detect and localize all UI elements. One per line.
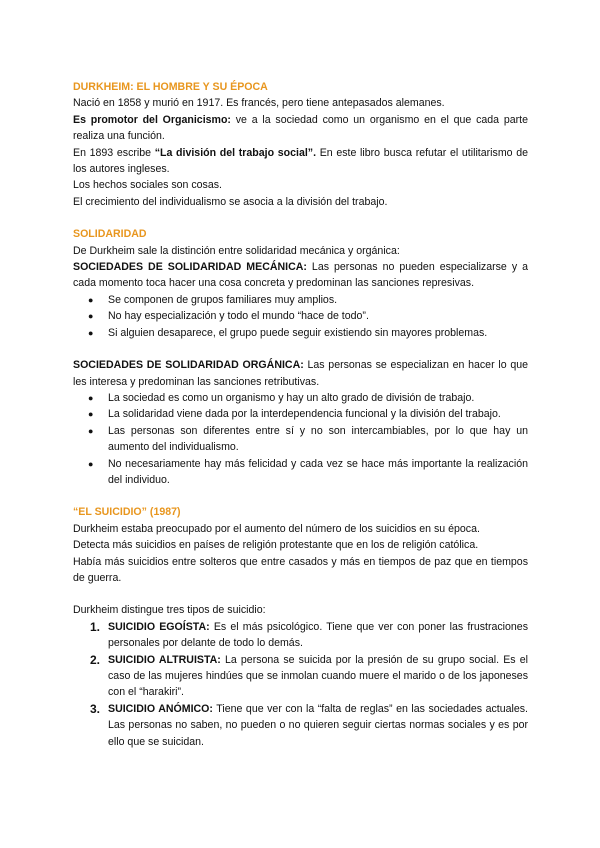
heading-el-suicidio: “EL SUICIDIO” (1987) [73, 506, 181, 519]
paragraph-suicidio-1: Durkheim estaba preocupado por el aumento del número de los suicidios en su época. [73, 522, 480, 535]
list-tipos-suicidio [73, 619, 528, 750]
bullet-icon: ● [88, 392, 94, 403]
paragraph-birth-death: Nació en 1858 y murió en 1917. Es francés, pero tiene antepasados alemanes. [73, 97, 445, 110]
paragraph-solidaridad-organica [73, 357, 528, 390]
bullet-icon: ● [88, 409, 94, 420]
list-item: ● Si alguien desaparece, el grupo puede seguir existiendo sin mayores problemas. [73, 325, 528, 341]
paragraph-suicidio-2: Detecta más suicidios en países de religión protestante que en los de religión católica. [73, 539, 479, 552]
paragraph-suicidio-3: Había más suicidios entre solteros que entre casados y más en tiempos de paz que en tiempos de guerra. [73, 555, 528, 584]
list-item: ● No necesariamente hay más felicidad y cada vez se hace más importante la realización del individuo. [88, 457, 528, 486]
list-item: ● Se componen de grupos familiares muy amplios. [73, 292, 528, 308]
list-organica [73, 390, 528, 488]
bullet-icon: ● [88, 425, 94, 436]
list-item-egoista: 1. SUICIDIO EGOÍSTA: Es el más psicológico. Tiene que ver con poner las frustraciones personales por delante de todo lo demás. [90, 619, 528, 650]
bold-organica: SOCIEDADES DE SOLIDARIDAD ORGÁNICA: [73, 359, 304, 372]
paragraph-division-trabajo [73, 145, 528, 178]
text-1893: En 1893 escribe [73, 146, 155, 159]
paragraph-solidaridad-intro: De Durkheim sale la distinción entre solidaridad mecánica y orgánica: [73, 244, 400, 257]
bullet-icon: ● [88, 294, 94, 305]
paragraph-individualismo: El crecimiento del individualismo se asocia a la división del trabajo. [73, 195, 388, 208]
text-organica: Las personas se especializan en hacer lo que les interesa y predominan las sanciones retributivas. [73, 359, 528, 388]
text-utilitarismo: En este libro busca refutar el utilitarismo de los autores ingleses. [73, 146, 529, 176]
paragraph-tipos-intro: Durkheim distingue tres tipos de suicidio: [73, 604, 266, 617]
bold-organicismo: Es promotor del Organicismo: [73, 113, 231, 126]
document-page [73, 79, 528, 750]
list-item: ● La sociedad es como un organismo y hay un alto grado de división de trabajo. [73, 390, 528, 406]
paragraph-solidaridad-mecanica [73, 259, 528, 292]
bullet-icon: ● [88, 327, 94, 338]
text-organicismo: ve a la sociedad como un organismo en el que cada parte realiza una función. [73, 113, 528, 143]
paragraph-hechos-sociales: Los hechos sociales son cosas. [73, 179, 222, 192]
list-item-anomico: 3. SUICIDIO ANÓMICO: Tiene que ver con la “falta de reglas” en las sociedades actuales. Las personas no saben, no pueden o no quieren seguir ciertas normas sociales y es por ello que se suicidan. [90, 701, 528, 748]
bullet-icon: ● [88, 458, 94, 469]
list-mecanica [73, 292, 528, 341]
heading-durkheim-epoca: DURKHEIM: EL HOMBRE Y SU ÉPOCA [73, 81, 268, 93]
heading-solidaridad: SOLIDARIDAD [73, 228, 147, 241]
list-item: ● Las personas son diferentes entre sí y no son intercambiables, por lo que hay un aumento del individualismo. [88, 424, 528, 454]
paragraph-organicismo [73, 112, 528, 145]
bold-book-title: “La división del trabajo social”. [154, 146, 317, 159]
bullet-icon: ● [88, 311, 94, 322]
list-item: ● La solidaridad viene dada por la interdependencia funcional y la división del trabajo. [73, 406, 528, 422]
list-item-altruista: 2. SUICIDIO ALTRUISTA: La persona se suicida por la presión de su grupo social. Es el caso de las mujeres hindúes que se inmolan cuando muere el marido o de los japoneses con el “harakiri”. [90, 652, 528, 699]
list-item: ● No hay especialización y todo el mundo “hace de todo”. [73, 308, 528, 324]
text-mecanica: Las personas no pueden especializarse y a cada momento toca hacer una cosa concreta y predominan las sanciones represivas. [73, 261, 529, 290]
bold-mecanica: SOCIEDADES DE SOLIDARIDAD MECÁNICA: [73, 261, 307, 274]
